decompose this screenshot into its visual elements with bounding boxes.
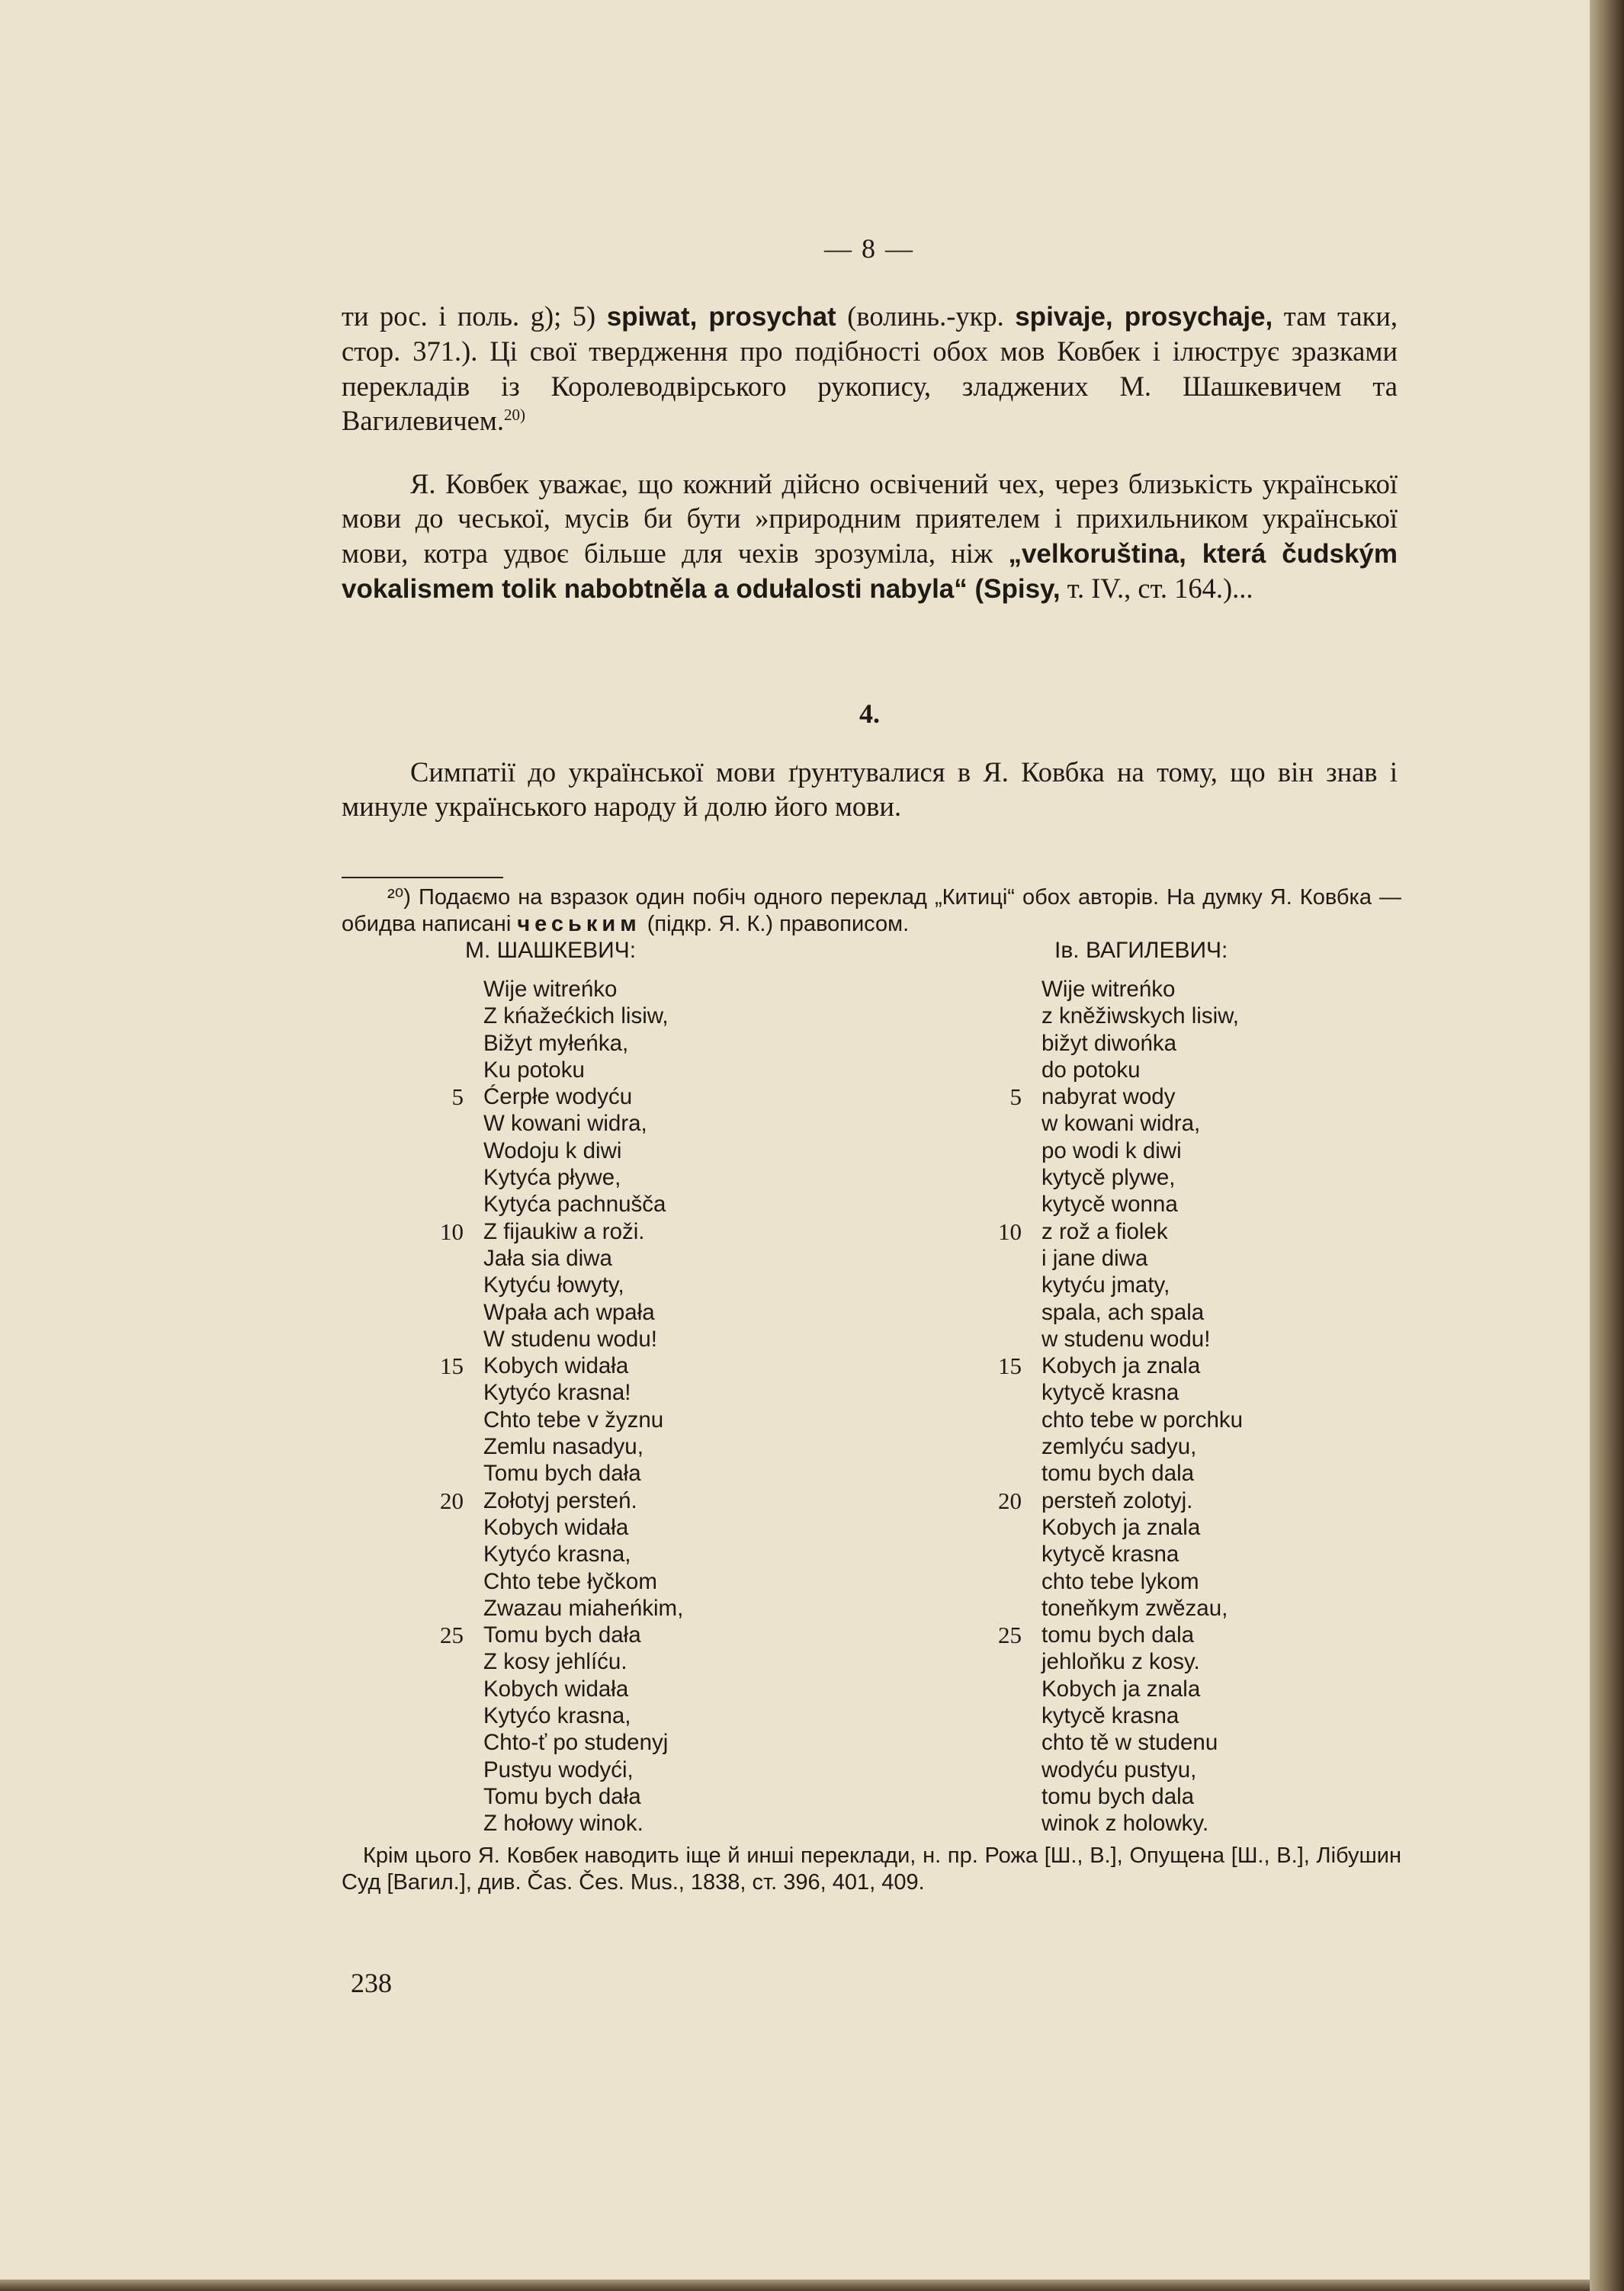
line-text: Ku potoku [483,1057,585,1083]
line-text: Kytyća pływe, [483,1165,621,1191]
page-number-footer: 238 [351,1968,392,1998]
line-number: 25 [440,1622,464,1649]
line-text: z kněžiwskych lisiw, [1041,1003,1240,1029]
line-text: toneňkym zwězau, [1041,1595,1228,1621]
poem-line [427,1218,683,1245]
line-text: kytycě krasna [1041,1542,1179,1567]
para1-text-c: там таки, стор. 371.). Ці свої твердження про подібності обох мов Ковбек і ілюструє зразками перекладів із Королеводвірського рукопису, зладжених М. Шашкевичем та Вагилевичем. [342,300,1398,436]
paragraph-1 [342,299,1398,438]
line-text: winok z holowky. [1041,1811,1209,1837]
line-text: W studenu wodu! [483,1326,657,1352]
line-text: kytycě krasna [1041,1703,1179,1729]
line-text: Kytyću łowyty, [483,1272,624,1298]
para1-text-a: ти рос. і поль. g); 5) [342,300,607,332]
line-text: Wije witreńko [483,977,618,1002]
poem-line [985,1568,1243,1595]
line-number: 15 [998,1352,1022,1380]
poem-line [985,1352,1243,1379]
line-number: 10 [998,1218,1022,1245]
line-text: kytyću jmaty, [1041,1272,1170,1298]
poem-line [427,1648,683,1675]
line-text: kytycě plywe, [1041,1165,1176,1191]
poem-line [427,1460,683,1487]
poem-line [985,1622,1243,1648]
poem-line [985,1379,1243,1406]
line-text: w kowani widra, [1041,1111,1201,1137]
paragraph-3 [342,755,1398,824]
line-text: Z fijaukiw a roži. [483,1218,645,1244]
line-number: 20 [440,1487,464,1514]
poem-line [427,1030,683,1057]
line-text: spala, ach spala [1041,1299,1205,1325]
line-text: Kytyćo krasna, [483,1703,631,1729]
line-text: Wije witreńko [1041,977,1176,1002]
poem-line [427,1137,683,1164]
line-text: Zwazau miaheńkim, [483,1595,684,1621]
poem-line [985,1514,1243,1541]
poem-line [985,1810,1243,1837]
poem-line [427,1299,683,1326]
line-text: w studenu wodu! [1041,1326,1211,1352]
line-text: Z kosy jehlíću. [483,1649,627,1675]
poem-line [985,1487,1243,1514]
line-text: Chto tebe v žyznu [483,1407,664,1433]
poem-left-header: М. ШАШКЕВИЧ: [465,938,637,963]
poem-line [427,1783,683,1810]
poem-line [985,1110,1243,1137]
footnote-outro [342,1843,1401,1896]
line-text: bižyt diwońka [1041,1030,1177,1056]
poem-right [985,976,1243,1837]
poem-line [985,1245,1243,1272]
line-text: Tomu bych dała [483,1461,641,1487]
poem-line [427,1568,683,1595]
line-text: Jała sia diwa [483,1245,612,1271]
line-text: Ćerpłe wodyću [483,1084,633,1110]
poem-line [985,1003,1243,1029]
poem-line [427,1676,683,1702]
poem-line [427,1245,683,1272]
poem-right-header: Ів. ВАГИЛЕВИЧ: [1054,938,1228,963]
poem-line [985,1030,1243,1057]
section-number: 4. [859,698,880,729]
poem-line [985,1272,1243,1298]
poem-line [427,1164,683,1191]
line-text: Kytyća pachnušča [483,1192,666,1218]
poem-line [427,1352,683,1379]
line-number: 25 [998,1622,1022,1649]
poem-line [427,1407,683,1433]
poem-line [985,1595,1243,1622]
para2-czech-quote: „velkoruština, která čudským vokalismem tolik nabobtněla a odułalosti nabyla“ (Spisy, [342,538,1398,604]
line-text: kytycě krasna [1041,1380,1179,1406]
line-text: Z kńažećkich lisiw, [483,1003,669,1029]
line-text: chto tě w studenu [1041,1730,1218,1756]
poem-line [427,1702,683,1729]
poem-line [985,1729,1243,1756]
poem-line [985,1648,1243,1675]
line-text: Z hołowy winok. [483,1811,644,1837]
line-text: tomu bych dala [1041,1461,1195,1487]
line-text: Bižyt myłeńka, [483,1030,629,1056]
line-number: 20 [998,1487,1022,1514]
footnote-emphasis: чеським [517,912,641,936]
line-text: wodyću pustyu, [1041,1757,1197,1782]
poem-line [985,1676,1243,1702]
poem-line [427,1433,683,1460]
line-text: kytycě wonna [1041,1192,1178,1218]
line-text: Wpała ach wpała [483,1299,655,1325]
footnote-ref-20: 20) [504,405,526,424]
poem-line [985,1137,1243,1164]
para2-text-a: Я. Ковбек уважає, що кожний дійсно освічений чех, через близькість української мови до чеської, мусів би бути »природним приятелем і прихильником української мови, котра удвоє більше для чехів зрозуміла, ніж [342,468,1398,569]
line-text: Kobych widała [483,1676,629,1702]
line-text: po wodi k diwi [1041,1137,1182,1163]
poem-line [427,1595,683,1622]
footnote-outro-text: Крім цього Я. Ковбек наводить іще й инші переклади, н. пр. Рожа [Ш., В.], Опущена [Ш., В.], Лібушин Суд [Вагил.], див. Čas. Čes. Mus., 1838, ст. 396, 401, 409. [342,1843,1401,1895]
poem-line [427,1379,683,1406]
line-text: jehloňku z kosy. [1041,1649,1200,1675]
line-text: chto tebe lykom [1041,1568,1199,1594]
poem-line [427,976,683,1003]
line-text: Kobych widała [483,1353,629,1379]
poem-line [427,1729,683,1756]
line-text: Kobych ja znala [1041,1514,1201,1540]
line-text: i jane diwa [1041,1245,1148,1271]
poem-line [985,1702,1243,1729]
footnote-text-a: ²⁰) Подаємо на взразок один побіч одного переклад „Китиці“ обох авторів. На думку Я. Ковбка — обидва написані [342,885,1401,936]
line-text: do potoku [1041,1057,1141,1083]
poem-line [427,1326,683,1352]
poem-line [427,1272,683,1298]
footnote-intro [342,884,1401,938]
line-text: zemlyću sadyu, [1041,1434,1197,1460]
line-number: 15 [440,1352,464,1380]
line-text: Kobych ja znala [1041,1676,1201,1702]
para1-latin-a: spiwat, prosychat [606,302,836,332]
line-text: Zemlu nasadyu, [483,1434,644,1460]
poem-line [985,1191,1243,1218]
line-number: 10 [440,1218,464,1245]
poem-line [427,1057,683,1083]
line-text: Kytyćo krasna, [483,1542,631,1567]
line-text: Kobych widała [483,1514,629,1540]
poem-line [427,1541,683,1567]
footnote-text-b: (підкр. Я. К.) правописом. [640,912,910,936]
poem-line [427,1110,683,1137]
poem-line [985,1326,1243,1352]
poem-line [427,1514,683,1541]
line-text: Tomu bych dała [483,1622,641,1648]
line-text: persteň zolotyj. [1041,1487,1193,1513]
line-text: Kobych ja znala [1041,1353,1201,1379]
book-binding [1590,0,1624,2291]
line-text: Pustyu wodyći, [483,1757,634,1782]
para1-text-b: (волинь.-укр. [836,300,1016,332]
poem-line [985,1407,1243,1433]
line-number: 5 [451,1083,464,1111]
line-text: tomu bych dala [1041,1783,1195,1809]
poem-line [985,1757,1243,1783]
line-text: chto tebe w porchku [1041,1407,1244,1433]
line-text: Tomu bych dała [483,1783,641,1809]
line-text: nabyrat wody [1041,1084,1176,1110]
line-text: Kytyćo krasna! [483,1380,631,1406]
line-text: Chto tebe łyčkom [483,1568,657,1594]
para1-latin-b: spivaje, prosychaje, [1015,302,1273,332]
line-text: Zołotyj persteń. [483,1487,637,1513]
poem-line [427,1003,683,1029]
line-text: Chto-ť po studenyj [483,1730,669,1756]
line-text: Wodoju k diwi [483,1137,622,1163]
poem-line [985,1299,1243,1326]
page-number-header: — 8 — [824,233,914,264]
line-number: 5 [1009,1083,1022,1111]
poem-line [985,1164,1243,1191]
poem-line [985,1218,1243,1245]
poem-line [985,976,1243,1003]
poem-line [985,1083,1243,1110]
para3-text: Симпатії до української мови ґрунтувалися в Я. Ковбка на тому, що він знав і минуле українського народу й долю його мови. [342,756,1398,823]
poem-line [427,1622,683,1648]
poem-line [427,1083,683,1110]
paragraph-2 [342,467,1398,606]
page-bottom-edge [0,2280,1590,2291]
poem-left [427,976,683,1837]
line-text: W kowani widra, [483,1111,647,1137]
poem-line [985,1783,1243,1810]
poem-line [985,1057,1243,1083]
line-text: z rož a fiolek [1041,1218,1168,1244]
para2-text-b: т. IV., ст. 164.)... [1060,572,1253,604]
poem-line [985,1433,1243,1460]
poem-line [427,1810,683,1837]
poem-line [985,1460,1243,1487]
poem-line [427,1757,683,1783]
poem-line [427,1191,683,1218]
footnote-divider [342,877,503,878]
line-text: tomu bych dala [1041,1622,1195,1648]
poem-line [427,1487,683,1514]
poem-line [985,1541,1243,1567]
